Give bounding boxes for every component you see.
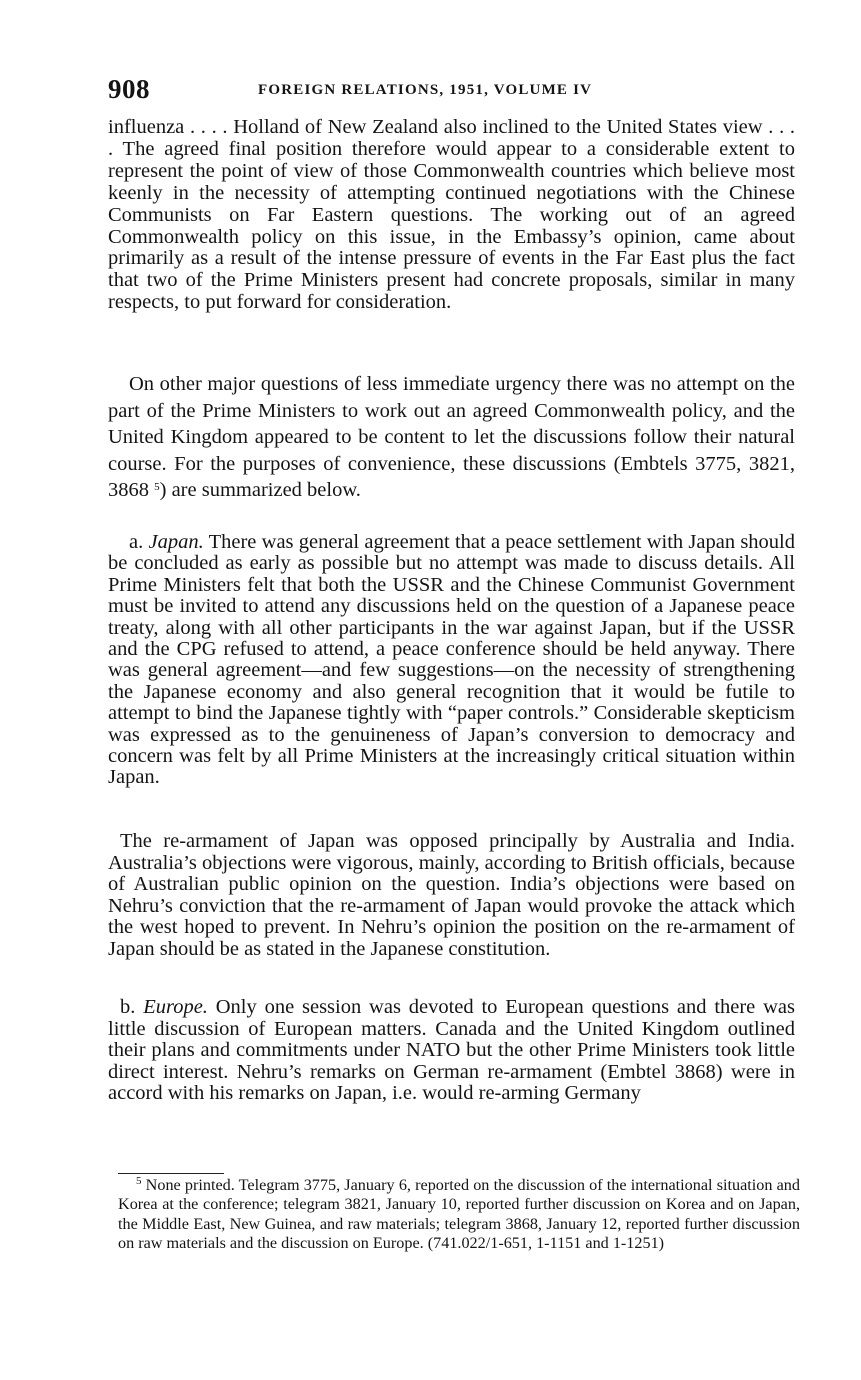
section-heading-europe: Europe. xyxy=(143,996,208,1018)
footnote-divider xyxy=(118,1173,224,1174)
section-heading-japan: Japan. xyxy=(148,531,204,553)
paragraph-influenza: influenza . . . . Holland of New Zealand also inclined to the United States view . . . . The agreed final position therefore would appear to a considerable extent to represent the point of view of those Commonwealth countries which believe most keenly in the necessity of attempting continued negotiations with the Chinese Communists on Far Eastern questions. The working out of an agreed Commonwealth policy on this issue, in the Embassy’s opinion, came about primarily as a result of the intense pressure of events in the Far East plus the fact that two of the Prime Ministers present had concrete proposals, similar in many respects, to put forward for consideration. xyxy=(108,116,795,314)
paragraph-other-questions-tail: ) are summarized below. xyxy=(159,479,361,502)
paragraph-other-questions-text: On other major questions of less immediate urgency there was no attempt on the part of the Prime Ministers to work out an agreed Commonwealth policy, and the United Kingdom appeared to be content to let the discussions follow their natural course. For the purposes of convenience, these discussions (Embtels 3775, 3821, 3868 xyxy=(108,373,795,502)
paragraph-other-questions xyxy=(108,371,795,504)
paragraph-japan-text: There was general agreement that a peace settlement with Japan should be concluded as early as possible but no attempt was made to discuss details. All Prime Ministers felt that both the USSR and the Chinese Communist Government must be invited to attend any discussions held on the question of a Japanese peace treaty, along with all other participants in the war against Japan, but if the USSR and the CPG refused to attend, a peace conference should be held anyway. There was general agreement—and few suggestions—on the necessity of strengthening the Japanese economy and also general recognition that it would be futile to attempt to bind the Japanese tightly with “paper controls.” Considerable skepticism was expressed as to the genuineness of Japan’s conversion to democracy and concern was felt by all Prime Ministers at the increasingly critical situation within Japan. xyxy=(108,531,795,789)
paragraph-rearmament: The re-armament of Japan was opposed principally by Australia and India. Australia’s objections were vigorous, mainly, according to British officials, because of Australian public opinion on the question. India’s objections were based on Nehru’s conviction that the re-armament of Japan would provoke the attack which the west hoped to prevent. In Nehru’s opinion the position on the re-armament of Japan should be as stated in the Japanese constitution. xyxy=(108,830,795,960)
footnote-reference: 5 xyxy=(154,481,160,494)
running-title: FOREIGN RELATIONS, 1951, VOLUME IV xyxy=(258,82,593,98)
section-prefix-a: a. xyxy=(129,531,149,553)
paragraph-japan xyxy=(108,532,795,789)
paragraph-europe-text: Only one session was devoted to European questions and there was little discussion of European matters. Canada and the United Kingdom outlined their plans and commitments under NATO but the other Prime Ministers took little direct interest. Nehru’s remarks on German re-armament (Embtel 3868) were in accord with his remarks on Japan, i.e. would re-arming Germany xyxy=(108,996,795,1105)
section-prefix-b: b. xyxy=(120,996,144,1018)
footnote-marker: 5 xyxy=(136,1175,142,1187)
paragraph-europe xyxy=(108,997,795,1105)
page-number: 908 xyxy=(108,74,150,104)
page-header xyxy=(108,74,798,110)
footnote xyxy=(118,1176,800,1254)
footnote-text: None printed. Telegram 3775, January 6, reported on the discussion of the international situation and Korea at the conference; telegram 3821, January 10, reported further discussion on Korea and on Japan, the Middle East, New Guinea, and raw materials; telegram 3868, January 12, reported further discussion on raw materials and the discussion on Europe. (741.022/1-651, 1-1151 and 1-1251) xyxy=(118,1176,800,1253)
